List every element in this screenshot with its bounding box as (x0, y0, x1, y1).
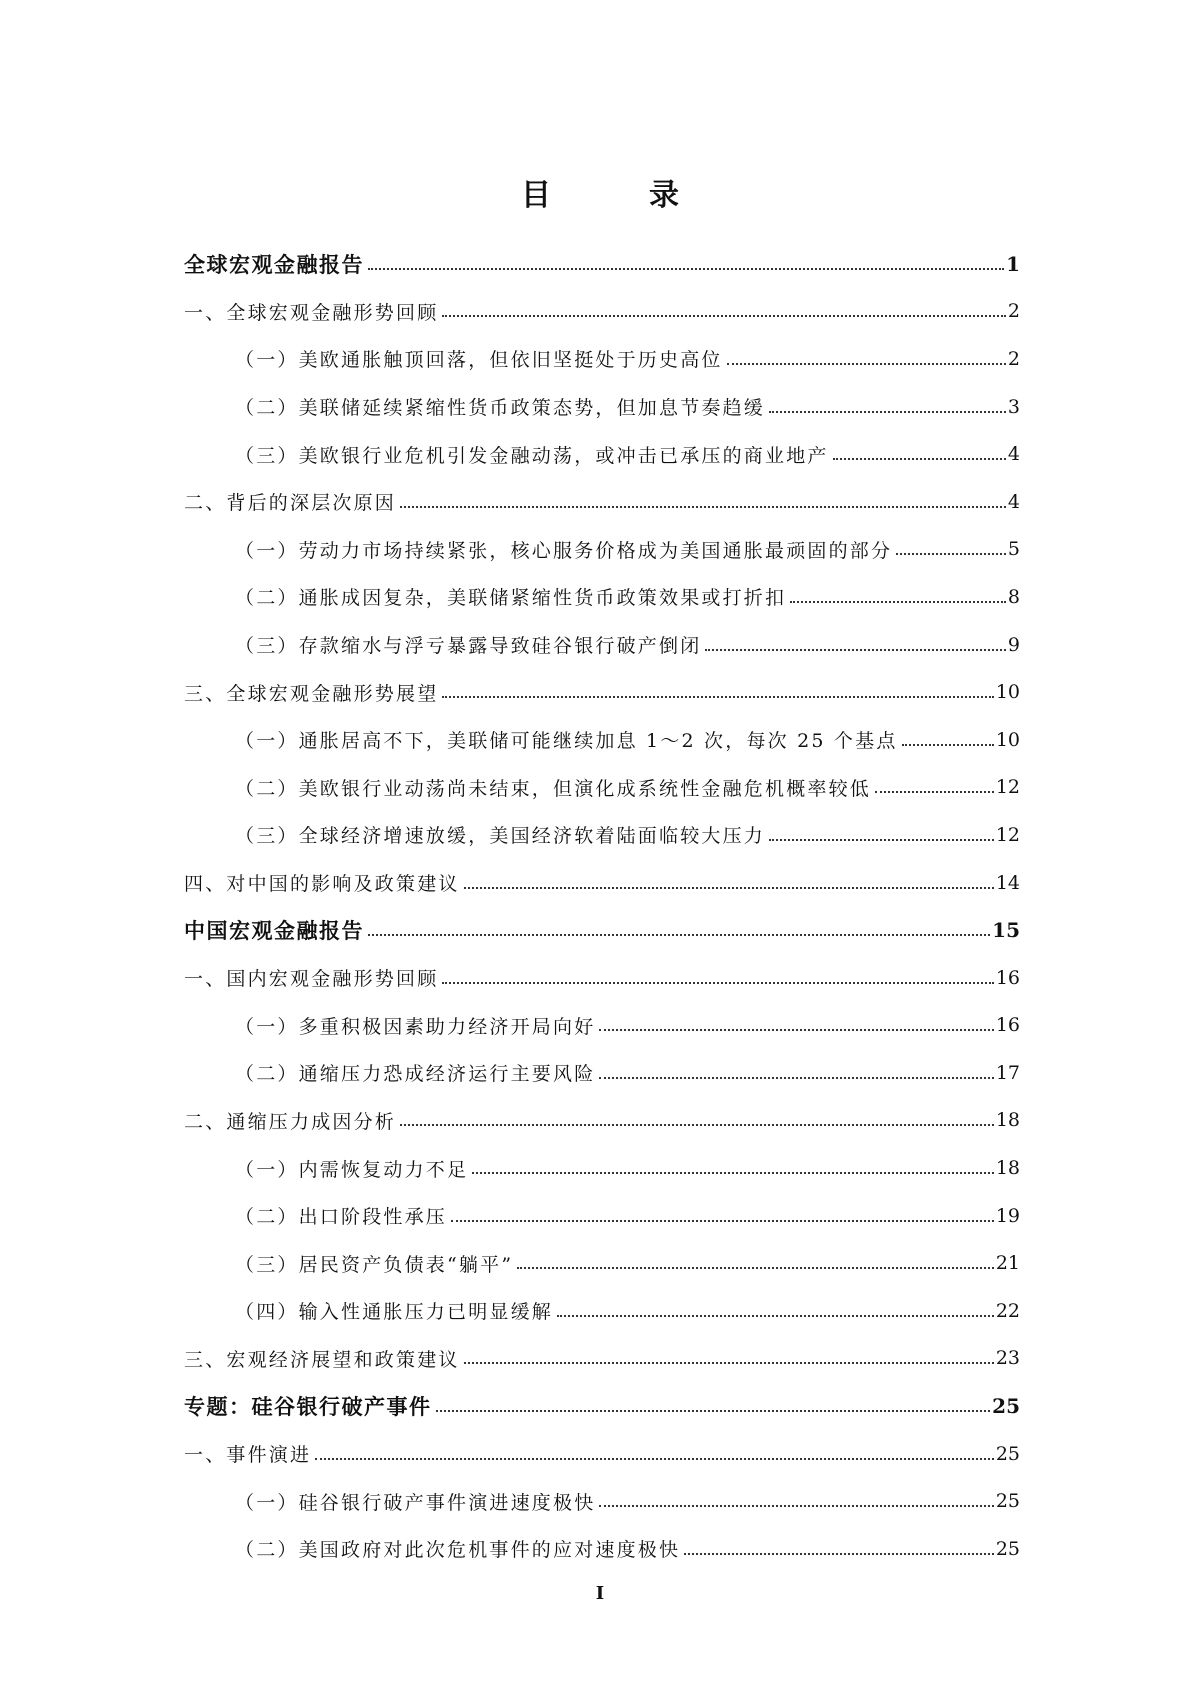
toc-entry-label: （二）美联储延续紧缩性货币政策态势，但加息节奏趋缓 (235, 397, 766, 420)
toc-entry-label: 全球宏观金融报告 (184, 251, 364, 277)
toc-section-entry[interactable] (184, 1430, 1020, 1478)
toc-entry-label: （三）存款缩水与浮亏暴露导致硅谷银行破产倒闭 (235, 635, 702, 658)
toc-entry-page-number: 1 (1006, 251, 1020, 276)
toc-subsection-entry[interactable] (184, 1525, 1020, 1573)
toc-entry-label: 三、全球宏观金融形势展望 (184, 682, 439, 705)
toc-subsection-entry[interactable] (184, 764, 1020, 812)
dot-leader (896, 553, 1006, 555)
toc-entry-page-number: 19 (995, 1204, 1020, 1227)
toc-entry-page-number: 2 (1007, 347, 1020, 370)
toc-subsection-entry[interactable] (184, 1002, 1020, 1050)
dot-leader (875, 791, 994, 793)
toc-subsection-entry[interactable] (184, 716, 1020, 764)
toc-title: 目 录 (521, 178, 713, 213)
toc-section-entry[interactable] (184, 1097, 1020, 1145)
toc-entry-page-number: 25 (995, 1490, 1020, 1513)
toc-part-entry[interactable] (184, 1382, 1020, 1430)
toc-subsection-entry[interactable] (184, 526, 1020, 574)
dot-leader (451, 1220, 994, 1222)
toc-subsection-entry[interactable] (184, 1144, 1020, 1192)
dot-leader (472, 1172, 994, 1174)
toc-entry-page-number: 4 (1007, 443, 1020, 466)
toc-entry-label: （二）美国政府对此次危机事件的应对速度极快 (235, 1539, 681, 1562)
dot-leader (769, 839, 994, 841)
dot-leader (368, 268, 1004, 270)
dot-leader (400, 506, 1006, 508)
toc-entry-page-number: 21 (995, 1252, 1020, 1275)
dot-leader (599, 1077, 993, 1079)
dot-leader (769, 411, 1006, 413)
toc-entry-page-number: 12 (995, 823, 1020, 846)
dot-leader (464, 887, 994, 889)
toc-entry-label: （二）通胀成因复杂，美联储紧缩性货币政策效果或打折扣 (235, 587, 787, 610)
dot-leader (368, 934, 990, 936)
toc-entry-page-number: 4 (1007, 490, 1020, 513)
toc-section-entry[interactable] (184, 668, 1020, 716)
toc-subsection-entry[interactable] (184, 811, 1020, 859)
dot-leader (902, 744, 994, 746)
toc-entry-label: 三、宏观经济展望和政策建议 (184, 1348, 460, 1371)
toc-subsection-entry[interactable] (184, 1192, 1020, 1240)
toc-part-entry[interactable] (184, 906, 1020, 954)
toc-entry-page-number: 25 (995, 1537, 1020, 1560)
toc-section-entry[interactable] (184, 1335, 1020, 1383)
dot-leader (599, 1029, 993, 1031)
toc-entry-label: （三）美欧银行业危机引发金融动荡，或冲击已承压的商业地产 (235, 444, 829, 467)
dot-leader (464, 1362, 994, 1364)
toc-section-entry[interactable] (184, 859, 1020, 907)
toc-subsection-entry[interactable] (184, 1287, 1020, 1335)
dot-leader (557, 1315, 994, 1317)
toc-part-entry[interactable] (184, 240, 1020, 288)
toc-entry-page-number: 25 (992, 1394, 1020, 1419)
toc-entry-page-number: 18 (995, 1157, 1020, 1180)
toc-entry-label: （一）硅谷银行破产事件演进速度极快 (235, 1491, 596, 1514)
dot-leader (436, 1410, 991, 1412)
toc-entry-page-number: 15 (992, 918, 1020, 943)
toc-entry-page-number: 14 (995, 871, 1020, 894)
dot-leader (442, 696, 993, 698)
dot-leader (442, 315, 1006, 317)
toc-subsection-entry[interactable] (184, 1477, 1020, 1525)
dot-leader (315, 1458, 994, 1460)
dot-leader (442, 982, 993, 984)
toc-entry-label: 一、国内宏观金融形势回顾 (184, 968, 439, 991)
toc-entry-label: 一、全球宏观金融形势回顾 (184, 301, 439, 324)
toc-entry-page-number: 2 (1007, 300, 1020, 323)
page-number: I (595, 1583, 605, 1604)
toc-entry-label: 二、通缩压力成因分析 (184, 1110, 397, 1133)
dot-leader (790, 601, 1006, 603)
toc-entry-label: 中国宏观金融报告 (184, 918, 364, 944)
toc-entry-label: （二）美欧银行业动荡尚未结束，但演化成系统性金融危机概率较低 (235, 777, 872, 800)
toc-section-entry[interactable] (184, 288, 1020, 336)
toc-entry-page-number: 22 (995, 1299, 1020, 1322)
toc-section-entry[interactable] (184, 954, 1020, 1002)
toc-entry-label: （一）内需恢复动力不足 (235, 1158, 469, 1181)
toc-entry-page-number: 16 (995, 966, 1020, 989)
toc-subsection-entry[interactable] (184, 573, 1020, 621)
toc-entry-page-number: 5 (1007, 538, 1020, 561)
dot-leader (833, 458, 1006, 460)
toc-entry-label: （一）多重积极因素助力经济开局向好 (235, 1015, 596, 1038)
toc-entry-page-number: 25 (995, 1442, 1020, 1465)
toc-entry-label: 专题：硅谷银行破产事件 (184, 1394, 432, 1420)
toc-entry-page-number: 16 (995, 1014, 1020, 1037)
toc-entry-page-number: 8 (1007, 585, 1020, 608)
toc-subsection-entry[interactable] (184, 335, 1020, 383)
toc-entry-label: （三）全球经济增速放缓，美国经济软着陆面临较大压力 (235, 825, 766, 848)
toc-entry-label: 二、背后的深层次原因 (184, 492, 397, 515)
dot-leader (599, 1505, 993, 1507)
toc-entry-label: （一）通胀居高不下，美联储可能继续加息 1～2 次，每次 25 个基点 (235, 730, 898, 753)
toc-entry-page-number: 9 (1007, 633, 1020, 656)
dot-leader (684, 1553, 994, 1555)
toc-entry-label: （四）输入性通胀压力已明显缓解 (235, 1301, 554, 1324)
dot-leader (400, 1124, 994, 1126)
toc-entry-label: （二）通缩压力恐成经济运行主要风险 (235, 1063, 596, 1086)
toc-entry-label: 一、事件演进 (184, 1444, 312, 1467)
toc-entry-page-number: 12 (995, 776, 1020, 799)
toc-entry-page-number: 3 (1007, 395, 1020, 418)
table-of-contents (184, 240, 1020, 1573)
toc-subsection-entry[interactable] (184, 1239, 1020, 1287)
toc-subsection-entry[interactable] (184, 383, 1020, 431)
dot-leader (705, 649, 1006, 651)
toc-subsection-entry[interactable] (184, 1049, 1020, 1097)
toc-entry-page-number: 10 (995, 728, 1020, 751)
toc-entry-page-number: 10 (995, 681, 1020, 704)
toc-entry-label: 四、对中国的影响及政策建议 (184, 873, 460, 896)
toc-subsection-entry[interactable] (184, 621, 1020, 669)
toc-section-entry[interactable] (184, 478, 1020, 526)
toc-entry-label: （二）出口阶段性承压 (235, 1206, 448, 1229)
toc-entry-label: （一）美欧通胀触顶回落，但依旧坚挺处于历史高位 (235, 349, 723, 372)
toc-entry-page-number: 17 (995, 1061, 1020, 1084)
toc-entry-label: （一）劳动力市场持续紧张，核心服务价格成为美国通胀最顽固的部分 (235, 539, 893, 562)
toc-subsection-entry[interactable] (184, 430, 1020, 478)
toc-entry-label: （三）居民资产负债表“躺平” (235, 1253, 514, 1276)
dot-leader (517, 1267, 994, 1269)
toc-entry-page-number: 23 (995, 1347, 1020, 1370)
toc-entry-page-number: 18 (995, 1109, 1020, 1132)
dot-leader (727, 363, 1006, 365)
